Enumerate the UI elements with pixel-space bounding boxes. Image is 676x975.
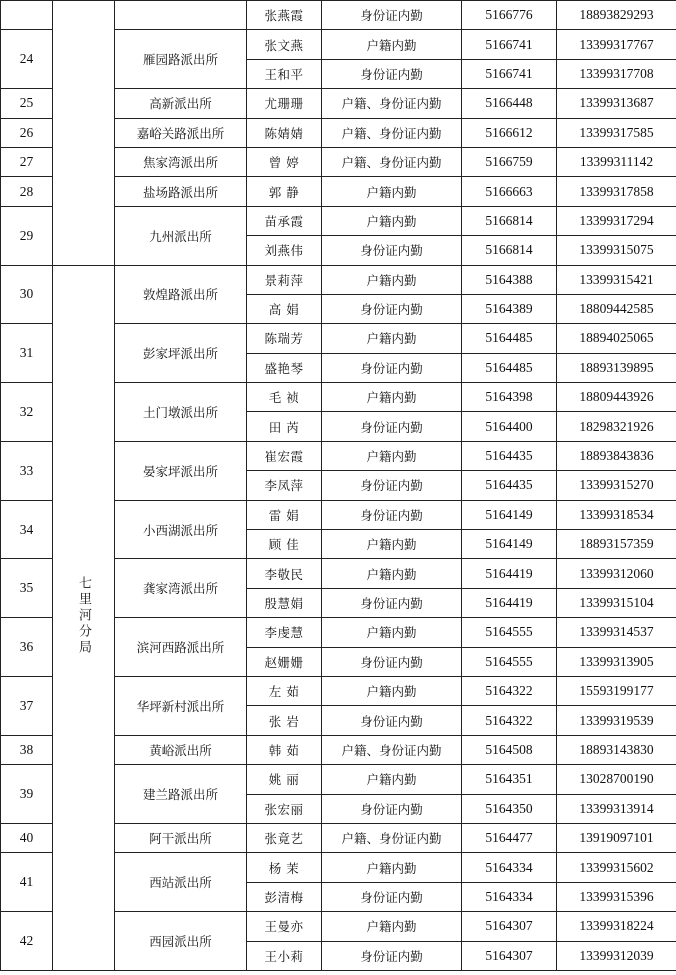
mobile-phone: 13399315075	[557, 236, 676, 265]
office-phone: 5164389	[462, 294, 557, 323]
mobile-phone: 13399318224	[557, 912, 676, 941]
office-phone: 5164555	[462, 647, 557, 676]
duty-type: 身份证内勤	[322, 59, 462, 88]
office-phone: 5164477	[462, 823, 557, 852]
office-phone: 5164322	[462, 706, 557, 735]
duty-type: 户籍内勤	[322, 265, 462, 294]
duty-type: 户籍内勤	[322, 676, 462, 705]
mobile-phone: 13399317708	[557, 59, 676, 88]
staff-name: 赵姗姗	[247, 647, 322, 676]
staff-name: 陈婧婧	[247, 118, 322, 147]
office-phone: 5166759	[462, 147, 557, 176]
mobile-phone: 13399313914	[557, 794, 676, 823]
duty-type: 户籍、身份证内勤	[322, 147, 462, 176]
duty-type: 身份证内勤	[322, 353, 462, 382]
office-phone: 5166448	[462, 89, 557, 118]
mobile-phone: 18893843836	[557, 441, 676, 470]
station-name: 盐场路派出所	[115, 177, 247, 206]
office-phone: 5164508	[462, 735, 557, 764]
office-phone: 5164307	[462, 941, 557, 970]
mobile-phone: 18893157359	[557, 530, 676, 559]
staff-name: 彭清梅	[247, 882, 322, 911]
table-row	[1, 265, 676, 294]
mobile-phone: 18893829293	[557, 1, 676, 30]
row-number: 38	[1, 735, 53, 764]
station-name: 土门墩派出所	[115, 383, 247, 442]
duty-type: 身份证内勤	[322, 706, 462, 735]
staff-name: 顾 佳	[247, 530, 322, 559]
staff-name: 张竟艺	[247, 823, 322, 852]
office-phone: 5166741	[462, 59, 557, 88]
row-number: 41	[1, 853, 53, 912]
duty-type: 户籍、身份证内勤	[322, 823, 462, 852]
row-number: 40	[1, 823, 53, 852]
row-number: 31	[1, 324, 53, 383]
mobile-phone: 13399313687	[557, 89, 676, 118]
station-name: 滨河西路派出所	[115, 618, 247, 677]
office-phone: 5164307	[462, 912, 557, 941]
duty-type: 身份证内勤	[322, 294, 462, 323]
staff-name: 姚 丽	[247, 765, 322, 794]
duty-type: 身份证内勤	[322, 236, 462, 265]
office-phone: 5164350	[462, 794, 557, 823]
mobile-phone: 13399318534	[557, 500, 676, 529]
row-number: 35	[1, 559, 53, 618]
station-name: 小西湖派出所	[115, 500, 247, 559]
station-name: 建兰路派出所	[115, 765, 247, 824]
station-name: 九州派出所	[115, 206, 247, 265]
mobile-phone: 13399315602	[557, 853, 676, 882]
row-number-cell	[1, 1, 53, 30]
staff-name: 盛艳琴	[247, 353, 322, 382]
office-phone: 5166814	[462, 206, 557, 235]
staff-name: 王和平	[247, 59, 322, 88]
station-cell	[115, 1, 247, 30]
duty-type: 户籍、身份证内勤	[322, 118, 462, 147]
staff-name: 张文燕	[247, 30, 322, 59]
row-number: 28	[1, 177, 53, 206]
office-phone: 5164388	[462, 265, 557, 294]
row-number: 30	[1, 265, 53, 324]
duty-type: 户籍内勤	[322, 30, 462, 59]
duty-type: 身份证内勤	[322, 500, 462, 529]
row-number: 29	[1, 206, 53, 265]
staff-name: 王小莉	[247, 941, 322, 970]
staff-name: 李凤萍	[247, 471, 322, 500]
mobile-phone: 13399315104	[557, 588, 676, 617]
office-phone: 5166814	[462, 236, 557, 265]
row-number: 34	[1, 500, 53, 559]
duty-type: 户籍内勤	[322, 324, 462, 353]
station-name: 华坪新村派出所	[115, 676, 247, 735]
mobile-phone: 13399317294	[557, 206, 676, 235]
station-name: 敦煌路派出所	[115, 265, 247, 324]
station-name: 晏家坪派出所	[115, 441, 247, 500]
mobile-phone: 18894025065	[557, 324, 676, 353]
staff-name: 左 茹	[247, 676, 322, 705]
duty-type: 身份证内勤	[322, 1, 462, 30]
office-phone: 5164555	[462, 618, 557, 647]
mobile-phone: 13399311142	[557, 147, 676, 176]
mobile-phone: 13399315270	[557, 471, 676, 500]
station-name: 西园派出所	[115, 912, 247, 971]
office-phone: 5164485	[462, 324, 557, 353]
duty-type: 户籍内勤	[322, 853, 462, 882]
row-number: 37	[1, 676, 53, 735]
row-number: 33	[1, 441, 53, 500]
staff-name: 王曼亦	[247, 912, 322, 941]
station-name: 阿干派出所	[115, 823, 247, 852]
row-number: 25	[1, 89, 53, 118]
duty-type: 户籍内勤	[322, 177, 462, 206]
mobile-phone: 13399314537	[557, 618, 676, 647]
row-number: 27	[1, 147, 53, 176]
staff-name: 陈瑞芳	[247, 324, 322, 353]
table-body	[1, 1, 676, 971]
mobile-phone: 13919097101	[557, 823, 676, 852]
mobile-phone: 13399313905	[557, 647, 676, 676]
row-number: 42	[1, 912, 53, 971]
staff-name: 高 娟	[247, 294, 322, 323]
duty-type: 身份证内勤	[322, 794, 462, 823]
office-phone: 5166612	[462, 118, 557, 147]
office-phone: 5164398	[462, 383, 557, 412]
staff-name: 李敬民	[247, 559, 322, 588]
office-phone: 5164334	[462, 882, 557, 911]
staff-name: 景莉萍	[247, 265, 322, 294]
duty-type: 身份证内勤	[322, 941, 462, 970]
staff-name: 曾 婷	[247, 147, 322, 176]
staff-name: 苗承霞	[247, 206, 322, 235]
staff-name: 毛 祯	[247, 383, 322, 412]
duty-type: 户籍内勤	[322, 383, 462, 412]
staff-name: 郭 静	[247, 177, 322, 206]
branch-name-cell	[53, 265, 115, 970]
office-phone: 5166663	[462, 177, 557, 206]
staff-name: 雷 娟	[247, 500, 322, 529]
office-phone: 5166776	[462, 1, 557, 30]
duty-type: 户籍内勤	[322, 441, 462, 470]
station-name: 嘉峪关路派出所	[115, 118, 247, 147]
staff-name: 崔宏霞	[247, 441, 322, 470]
mobile-phone: 13399312039	[557, 941, 676, 970]
office-phone: 5164419	[462, 588, 557, 617]
duty-type: 身份证内勤	[322, 412, 462, 441]
station-name: 黄峪派出所	[115, 735, 247, 764]
office-phone: 5164435	[462, 471, 557, 500]
duty-type: 户籍内勤	[322, 530, 462, 559]
mobile-phone: 18809443926	[557, 383, 676, 412]
branch-name: 七里河分局	[76, 575, 91, 656]
office-phone: 5166741	[462, 30, 557, 59]
mobile-phone: 13399312060	[557, 559, 676, 588]
office-phone: 5164435	[462, 441, 557, 470]
station-name: 龚家湾派出所	[115, 559, 247, 618]
station-name: 西站派出所	[115, 853, 247, 912]
row-number: 32	[1, 383, 53, 442]
station-name: 高新派出所	[115, 89, 247, 118]
staff-name: 李虔慧	[247, 618, 322, 647]
station-name: 雁园路派出所	[115, 30, 247, 89]
mobile-phone: 13028700190	[557, 765, 676, 794]
staff-name: 殷慧娟	[247, 588, 322, 617]
staff-name: 韩 茹	[247, 735, 322, 764]
row-number: 24	[1, 30, 53, 89]
mobile-phone: 13399315421	[557, 265, 676, 294]
duty-type: 户籍内勤	[322, 618, 462, 647]
office-phone: 5164351	[462, 765, 557, 794]
staff-name: 张 岩	[247, 706, 322, 735]
duty-type: 身份证内勤	[322, 588, 462, 617]
mobile-phone: 13399317767	[557, 30, 676, 59]
row-number: 39	[1, 765, 53, 824]
office-phone: 5164419	[462, 559, 557, 588]
duty-type: 户籍内勤	[322, 559, 462, 588]
duty-type: 户籍、身份证内勤	[322, 89, 462, 118]
duty-type: 户籍内勤	[322, 206, 462, 235]
staff-name: 张燕霞	[247, 1, 322, 30]
mobile-phone: 18893143830	[557, 735, 676, 764]
branch-cell-upper	[53, 1, 115, 266]
table-row	[1, 1, 676, 30]
mobile-phone: 18298321926	[557, 412, 676, 441]
office-phone: 5164149	[462, 530, 557, 559]
duty-type: 户籍内勤	[322, 912, 462, 941]
staff-name: 张宏丽	[247, 794, 322, 823]
mobile-phone: 13399317585	[557, 118, 676, 147]
duty-type: 身份证内勤	[322, 882, 462, 911]
mobile-phone: 13399315396	[557, 882, 676, 911]
office-phone: 5164322	[462, 676, 557, 705]
row-number: 26	[1, 118, 53, 147]
mobile-phone: 15593199177	[557, 676, 676, 705]
station-name: 彭家坪派出所	[115, 324, 247, 383]
duty-type: 户籍、身份证内勤	[322, 735, 462, 764]
mobile-phone: 13399317858	[557, 177, 676, 206]
staff-name: 刘燕伟	[247, 236, 322, 265]
duty-type: 户籍内勤	[322, 765, 462, 794]
mobile-phone: 18809442585	[557, 294, 676, 323]
office-phone: 5164334	[462, 853, 557, 882]
staff-name: 尤珊珊	[247, 89, 322, 118]
mobile-phone: 13399319539	[557, 706, 676, 735]
office-phone: 5164485	[462, 353, 557, 382]
staff-name: 田 芮	[247, 412, 322, 441]
staff-name: 杨 茉	[247, 853, 322, 882]
office-phone: 5164149	[462, 500, 557, 529]
office-phone: 5164400	[462, 412, 557, 441]
duty-type: 身份证内勤	[322, 471, 462, 500]
row-number: 36	[1, 618, 53, 677]
mobile-phone: 18893139895	[557, 353, 676, 382]
duty-type: 身份证内勤	[322, 647, 462, 676]
station-name: 焦家湾派出所	[115, 147, 247, 176]
